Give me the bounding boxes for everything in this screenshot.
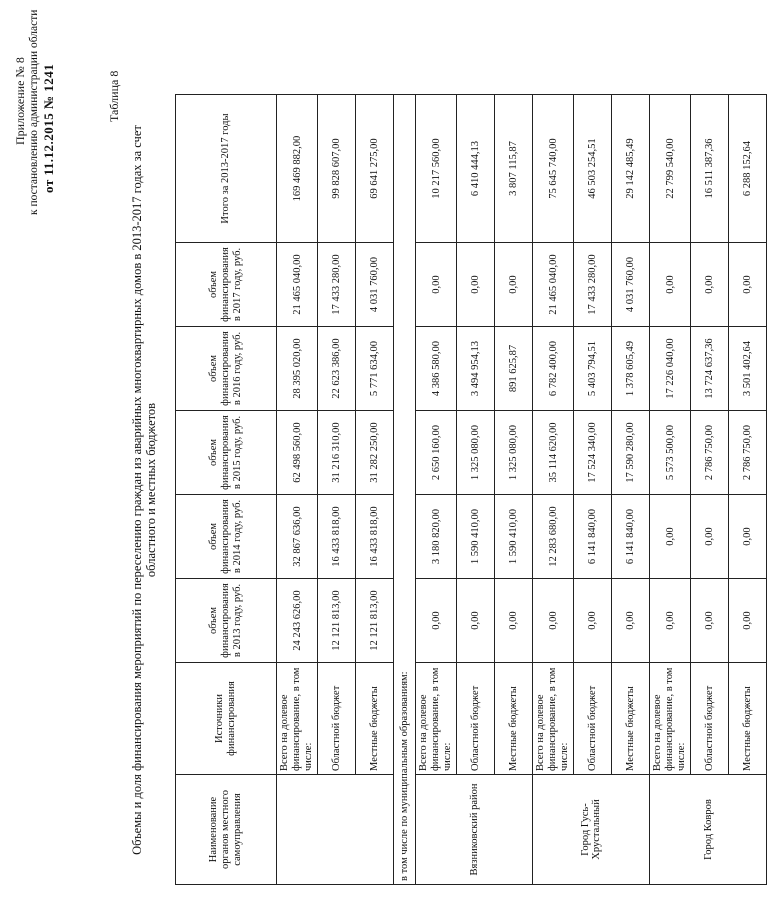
value-cell: 0,00: [495, 579, 533, 663]
table-row: [612, 95, 650, 885]
table-row: [356, 95, 394, 885]
column-header: объем финансирования в 2013 году, руб.: [176, 579, 277, 663]
value-cell: 4 386 580,00: [416, 327, 457, 411]
value-cell: 3 501 402,64: [729, 327, 767, 411]
value-cell: 0,00: [457, 243, 495, 327]
column-header: Наименование органов местного самоуправления: [176, 775, 277, 885]
value-cell: 17 433 280,00: [574, 243, 612, 327]
table-row: [691, 95, 729, 885]
source-cell: Местные бюджеты: [729, 663, 767, 775]
value-cell: 1 378 605,49: [612, 327, 650, 411]
table-body: [277, 95, 767, 885]
org-name-cell: Город Ковров: [650, 775, 767, 885]
column-header: объем финансирования в 2017 году, руб.: [176, 243, 277, 327]
section-row: [394, 95, 416, 885]
value-cell: 75 645 740,00: [533, 95, 574, 243]
value-cell: 2 650 160,00: [416, 411, 457, 495]
decree-date: от 11.12.2015 № 1241: [41, 63, 56, 193]
table-row: [574, 95, 612, 885]
table-row: [457, 95, 495, 885]
value-cell: 21 465 040,00: [533, 243, 574, 327]
value-cell: 16 433 818,00: [318, 495, 356, 579]
value-cell: 5 573 500,00: [650, 411, 691, 495]
value-cell: 3 494 954,13: [457, 327, 495, 411]
column-header: объем финансирования в 2014 году, руб.: [176, 495, 277, 579]
value-cell: 0,00: [691, 243, 729, 327]
section-label: в том числе по муниципальным образованиям:: [394, 95, 416, 885]
value-cell: 22 623 386,00: [318, 327, 356, 411]
source-cell: Областной бюджет: [318, 663, 356, 775]
column-header: объем финансирования в 2015 году, руб.: [176, 411, 277, 495]
decree-reference: к постановлению администрации области: [28, 9, 40, 215]
value-cell: 21 465 040,00: [277, 243, 318, 327]
value-cell: 0,00: [729, 495, 767, 579]
value-cell: 3 180 820,00: [416, 495, 457, 579]
table-row: [729, 95, 767, 885]
value-cell: 5 771 634,00: [356, 327, 394, 411]
value-cell: 28 395 020,00: [277, 327, 318, 411]
value-cell: 0,00: [650, 495, 691, 579]
value-cell: 0,00: [650, 243, 691, 327]
value-cell: 2 786 750,00: [729, 411, 767, 495]
value-cell: 69 641 275,00: [356, 95, 394, 243]
value-cell: 4 031 760,00: [612, 243, 650, 327]
value-cell: 0,00: [650, 579, 691, 663]
value-cell: 17 590 280,00: [612, 411, 650, 495]
header-row: [176, 95, 277, 885]
value-cell: 62 498 560,00: [277, 411, 318, 495]
value-cell: 1 590 410,00: [457, 495, 495, 579]
value-cell: 0,00: [612, 579, 650, 663]
column-header: Итого за 2013-2017 годы: [176, 95, 277, 243]
value-cell: 12 121 813,00: [356, 579, 394, 663]
table-title: Объемы и доля финансирования мероприятий по переселению граждан из аварийных многоквартирных домов в 2013-2017 годах за счет областного и местных бюджетов: [130, 125, 158, 855]
value-cell: 16 433 818,00: [356, 495, 394, 579]
value-cell: 17 226 040,00: [650, 327, 691, 411]
value-cell: 6 141 840,00: [612, 495, 650, 579]
table-row: [495, 95, 533, 885]
table-row: [277, 95, 318, 885]
value-cell: 1 590 410,00: [495, 495, 533, 579]
value-cell: 31 216 310,00: [318, 411, 356, 495]
source-cell: Местные бюджеты: [495, 663, 533, 775]
source-cell: Местные бюджеты: [612, 663, 650, 775]
value-cell: 0,00: [574, 579, 612, 663]
value-cell: 32 867 636,00: [277, 495, 318, 579]
table-row: [318, 95, 356, 885]
appendix-label: Приложение № 8: [13, 57, 27, 145]
value-cell: 46 503 254,51: [574, 95, 612, 243]
financing-table: [175, 94, 767, 885]
source-cell: Местные бюджеты: [356, 663, 394, 775]
value-cell: 6 288 152,64: [729, 95, 767, 243]
org-name-cell: Город Гусь-Хрустальный: [533, 775, 650, 885]
source-cell: Всего на долевое финансирование, в том числе:: [650, 663, 691, 775]
value-cell: 0,00: [729, 243, 767, 327]
value-cell: 10 217 560,00: [416, 95, 457, 243]
value-cell: 99 828 607,00: [318, 95, 356, 243]
value-cell: 6 782 400,00: [533, 327, 574, 411]
source-cell: Всего на долевое финансирование, в том числе:: [416, 663, 457, 775]
value-cell: 5 403 794,51: [574, 327, 612, 411]
table-row: [650, 95, 691, 885]
value-cell: 31 282 250,00: [356, 411, 394, 495]
value-cell: 0,00: [416, 579, 457, 663]
value-cell: 2 786 750,00: [691, 411, 729, 495]
table-row: [416, 95, 457, 885]
value-cell: 24 243 626,00: [277, 579, 318, 663]
value-cell: 6 410 444,13: [457, 95, 495, 243]
source-cell: Областной бюджет: [691, 663, 729, 775]
value-cell: 169 469 882,00: [277, 95, 318, 243]
value-cell: 1 325 080,00: [495, 411, 533, 495]
value-cell: 891 625,87: [495, 327, 533, 411]
value-cell: 6 141 840,00: [574, 495, 612, 579]
source-cell: Областной бюджет: [457, 663, 495, 775]
value-cell: 0,00: [729, 579, 767, 663]
value-cell: 4 031 760,00: [356, 243, 394, 327]
org-name-cell: [277, 775, 394, 885]
value-cell: 17 433 280,00: [318, 243, 356, 327]
value-cell: 22 799 540,00: [650, 95, 691, 243]
source-cell: Областной бюджет: [574, 663, 612, 775]
source-cell: Всего на долевое финансирование, в том числе:: [533, 663, 574, 775]
value-cell: 3 807 115,87: [495, 95, 533, 243]
value-cell: 17 524 340,00: [574, 411, 612, 495]
table-number: Таблица 8: [107, 70, 121, 122]
value-cell: 29 142 485,49: [612, 95, 650, 243]
value-cell: 12 283 680,00: [533, 495, 574, 579]
table-row: [533, 95, 574, 885]
value-cell: 12 121 813,00: [318, 579, 356, 663]
column-header: объем финансирования в 2016 году, руб.: [176, 327, 277, 411]
value-cell: 0,00: [691, 579, 729, 663]
value-cell: 1 325 080,00: [457, 411, 495, 495]
value-cell: 0,00: [457, 579, 495, 663]
source-cell: Всего на долевое финансирование, в том числе:: [277, 663, 318, 775]
value-cell: 16 511 387,36: [691, 95, 729, 243]
value-cell: 0,00: [416, 243, 457, 327]
value-cell: 0,00: [495, 243, 533, 327]
column-header: Источники финансирования: [176, 663, 277, 775]
value-cell: 0,00: [691, 495, 729, 579]
value-cell: 0,00: [533, 579, 574, 663]
value-cell: 13 724 637,36: [691, 327, 729, 411]
org-name-cell: Вязниковский район: [416, 775, 533, 885]
value-cell: 35 114 620,00: [533, 411, 574, 495]
